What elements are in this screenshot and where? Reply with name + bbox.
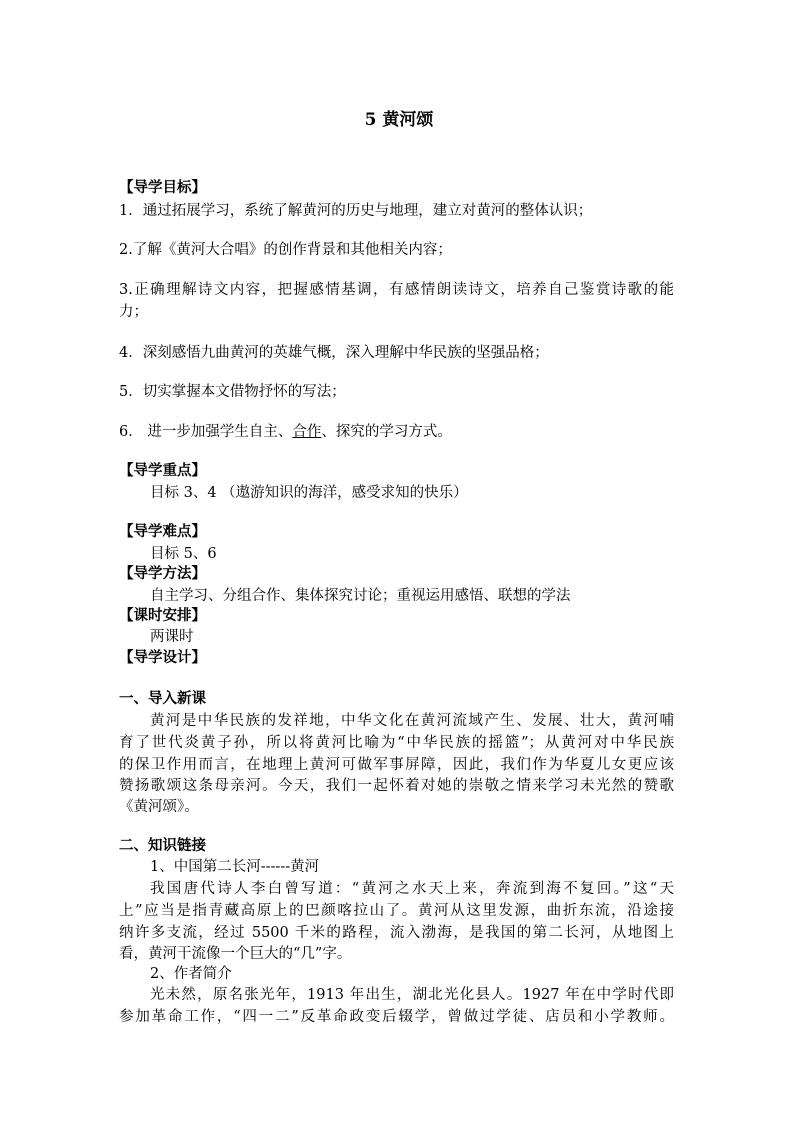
goal-item-6-underlined: 合作: [292, 424, 322, 440]
section2-sub2-line: 参加革命工作，“四一二”反革命政变后辍学，曾做过学徒、店员和小学教师。: [119, 1009, 674, 1025]
difficulties-heading: 【导学难点】: [119, 523, 206, 540]
methods-text: 自主学习、分组合作、集体探究讨论；重视运用感悟、联想的学法: [150, 588, 571, 604]
schedule-text: 两课时: [150, 629, 194, 645]
goal-item-2: 2.了解《黄河大合唱》的创作背景和其他相关内容；: [119, 242, 452, 258]
section2-sub2-line: 光未然，原名张光年，1913 年出生，湖北光化县人。1927 年在中学时代即: [150, 987, 674, 1003]
section2-sub1-line: 我国唐代诗人李白曾写道：“黄河之水天上来，奔流到海不复回。”这“天: [150, 881, 674, 897]
methods-heading: 【导学方法】: [119, 565, 206, 582]
section1-heading: 一、导入新课: [119, 690, 206, 707]
schedule-heading: 【课时安排】: [119, 607, 206, 624]
goal-item-4: 4．深刻感悟九曲黄河的英雄气概，深入理解中华民族的坚强品格；: [119, 345, 549, 361]
goal-item-3: 3.正确理解诗文内容，把握感情基调，有感情朗读诗文，培养自己鉴赏诗歌的能: [119, 282, 674, 298]
section1-line: 《黄河颂》。: [119, 799, 199, 815]
key-points-heading: 【导学重点】: [119, 462, 206, 479]
section2-sub1-line: 纳许多支流，经过 5500 千米的路程，流入渤海，是我国的第二长河，从地图上: [119, 925, 674, 941]
section1-line: 黄河是中华民族的发祥地，中华文化在黄河流域产生、发展、壮大，黄河哺: [150, 713, 674, 729]
section2-sub1-line: 上”应当是指青藏高原上的巴颜喀拉山了。黄河从这里发源，曲折东流，沿途接: [119, 903, 674, 919]
section1-line: 赞扬歌颂这条母亲河。今天，我们一起怀着对她的崇敬之情来学习未光然的赞歌: [119, 778, 674, 794]
section2-sub1-line: 看，黄河干流像一个巨大的“几”字。: [119, 946, 352, 962]
key-points-text: 目标 3、4 （遨游知识的海洋，感受求知的快乐）: [150, 485, 468, 501]
section2-sub2: 2、作者简介: [150, 966, 232, 982]
section2-heading: 二、知识链接: [119, 837, 206, 854]
page-title: 5 黄河颂: [364, 110, 434, 130]
difficulties-text: 目标 5、6: [150, 546, 217, 562]
goal-item-6-suffix: 、探究的学习方式。: [321, 424, 452, 440]
section1-line: 育了世代炎黄子孙，所以将黄河比喻为“中华民族的摇篮”；从黄河对中华民族: [119, 735, 674, 751]
section1-line: 的保卫作用而言，在地理上黄河可做军事屏障，因此，我们作为华夏儿女更应该: [119, 757, 674, 773]
goal-item-1: 1．通过拓展学习，系统了解黄河的历史与地理，建立对黄河的整体认识；: [119, 203, 593, 219]
goal-item-6: [119, 422, 452, 442]
goals-heading: 【导学目标】: [119, 179, 206, 196]
section2-sub1: 1、中国第二长河------黄河: [150, 859, 320, 875]
goal-item-3-cont: 力；: [119, 304, 148, 320]
design-heading: 【导学设计】: [119, 649, 206, 666]
goal-item-5: 5．切实掌握本文借物抒怀的写法；: [119, 384, 346, 400]
goal-item-6-prefix: 6． 进一步加强学生自主、: [119, 424, 293, 440]
